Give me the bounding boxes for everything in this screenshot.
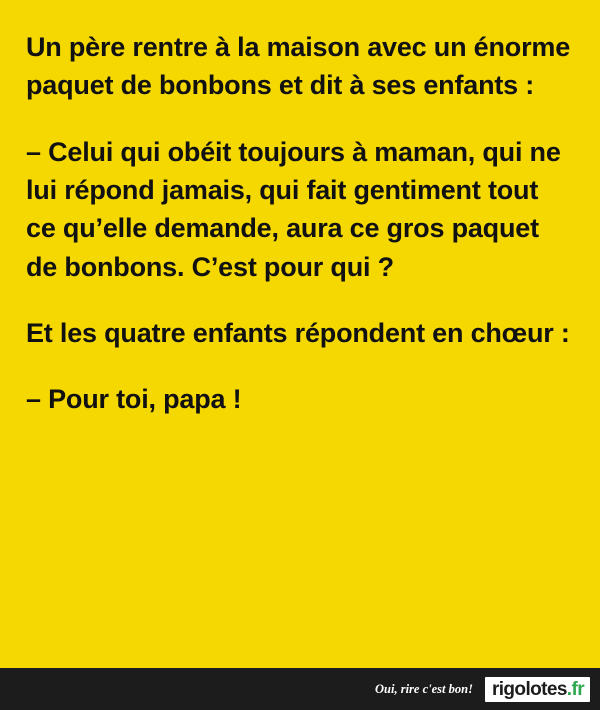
joke-paragraph: Et les quatre enfants répondent en chœur : bbox=[26, 317, 570, 348]
joke-paragraph: – Pour toi, papa ! bbox=[26, 384, 242, 415]
site-logo-tld: .fr bbox=[566, 678, 584, 700]
footer-tagline: Oui, rire c'est bon! bbox=[375, 681, 473, 696]
footer-bar bbox=[0, 668, 600, 710]
joke-paragraph: Un père rentre à la maison avec un énorme paquet de bonbons et dit à ses enfants : bbox=[26, 32, 571, 101]
site-logo-name: rigolotes bbox=[491, 678, 567, 700]
joke-paragraph: – Celui qui obéit toujours à maman, qui ne lui répond jamais, qui fait gentiment tout ce qu’elle demande, aura ce gros paquet de bonbons. C’est pour qui ? bbox=[26, 136, 561, 282]
site-logo[interactable] bbox=[485, 677, 590, 702]
